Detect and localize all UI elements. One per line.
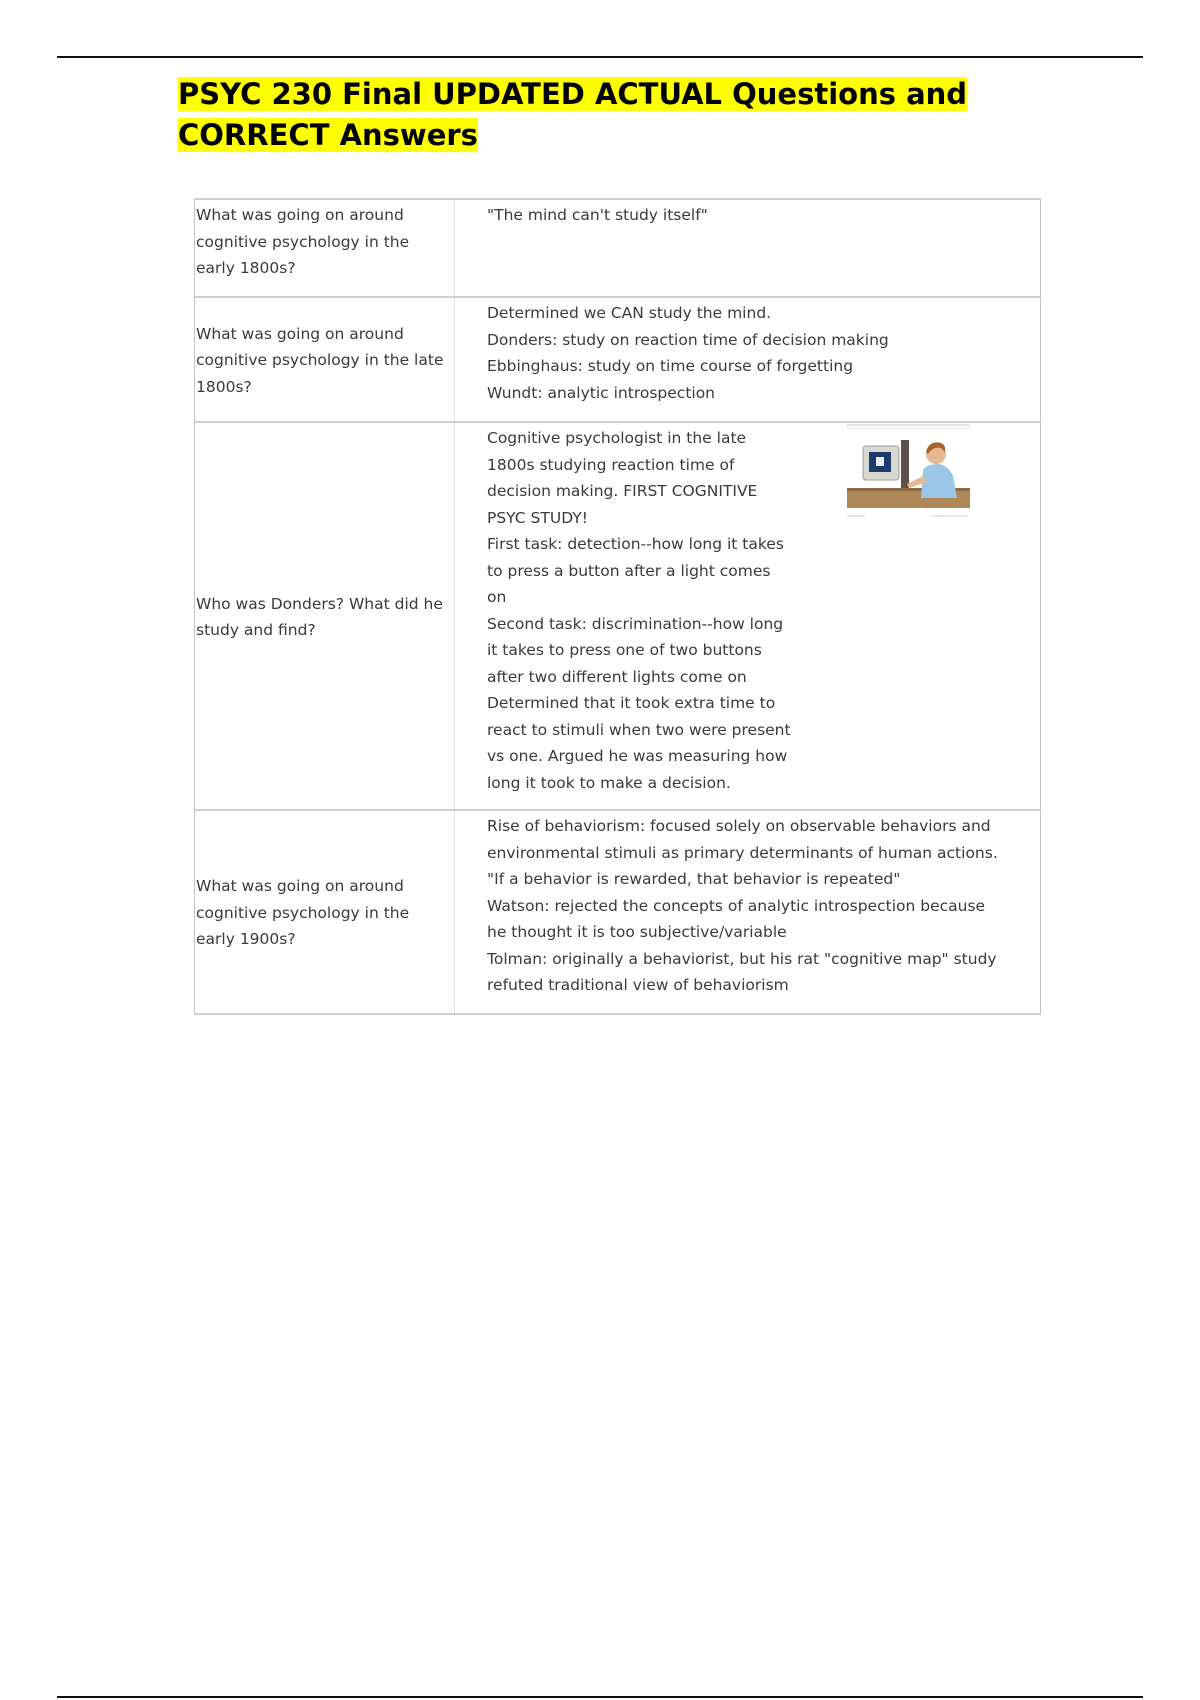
table-row bbox=[195, 422, 1041, 810]
answer-line: 1800s studying reaction time of bbox=[487, 455, 735, 474]
qa-table bbox=[194, 198, 1041, 1015]
answer-cell bbox=[455, 297, 1041, 422]
question-line: What was going on around bbox=[196, 877, 404, 896]
table-row bbox=[195, 810, 1041, 1014]
question-line: cognitive psychology in the late bbox=[196, 351, 444, 370]
question-cell bbox=[195, 422, 455, 810]
question-cell bbox=[195, 199, 455, 297]
answer-line: it takes to press one of two buttons bbox=[487, 641, 762, 659]
answer-line: after two different lights come on bbox=[487, 667, 747, 686]
reaction-time-experiment-image bbox=[847, 424, 970, 520]
page-title bbox=[178, 74, 978, 156]
question-line: What was going on around bbox=[196, 206, 404, 224]
question-cell bbox=[195, 297, 455, 422]
answer-line: First task: detection--how long it takes bbox=[487, 535, 784, 553]
answer-line: Wundt: analytic introspection bbox=[487, 383, 716, 402]
answer-line: Second task: discrimination--how long bbox=[487, 614, 784, 633]
answer-line: Donders: study on reaction time of decision making bbox=[487, 330, 889, 349]
table-row bbox=[195, 199, 1041, 297]
question-line: Who was Donders? What did he bbox=[196, 594, 443, 613]
answer-line: long it took to make a decision. bbox=[487, 773, 731, 792]
answer-line: "The mind can't study itself" bbox=[487, 206, 708, 224]
answer-line: Tolman: originally a behaviorist, but his rat "cognitive map" study bbox=[487, 949, 997, 968]
answer-line: Rise of behaviorism: focused solely on observable behaviors and bbox=[487, 817, 991, 835]
donders-answer-text bbox=[487, 425, 791, 796]
answer-line: PSYC STUDY! bbox=[487, 508, 588, 527]
answer-line: decision making. FIRST COGNITIVE bbox=[487, 482, 758, 500]
answer-line: on bbox=[487, 588, 507, 606]
answer-line: vs one. Argued he was measuring how bbox=[487, 747, 788, 765]
answer-line: Watson: rejected the concepts of analytic introspection because bbox=[487, 896, 986, 915]
answer-line: refuted traditional view of behaviorism bbox=[487, 976, 789, 994]
answer-line: react to stimuli when two were present bbox=[487, 720, 791, 739]
question-line: cognitive psychology in the bbox=[196, 232, 410, 251]
question-line: cognitive psychology in the bbox=[196, 903, 410, 922]
bottom-rule bbox=[57, 1696, 1143, 1698]
question-cell bbox=[195, 810, 455, 1014]
question-line: What was going on around bbox=[196, 324, 404, 343]
top-rule bbox=[57, 56, 1143, 58]
question-line: study and find? bbox=[196, 621, 316, 639]
answer-line: he thought it is too subjective/variable bbox=[487, 923, 787, 941]
table-row bbox=[195, 297, 1041, 422]
answer-line: Determined that it took extra time to bbox=[487, 694, 776, 712]
question-line: early 1900s? bbox=[196, 930, 296, 949]
question-line: early 1800s? bbox=[196, 259, 296, 277]
answer-line: environmental stimuli as primary determinants of human actions. bbox=[487, 843, 998, 862]
answer-line: Cognitive psychologist in the late bbox=[487, 429, 747, 447]
title-line-2: CORRECT Answers bbox=[178, 118, 478, 152]
answer-cell bbox=[455, 199, 1041, 297]
answer-line: Determined we CAN study the mind. bbox=[487, 304, 772, 322]
answer-cell bbox=[455, 422, 1041, 810]
answer-cell bbox=[455, 810, 1041, 1014]
donders-answer bbox=[487, 425, 1030, 796]
answer-line: "If a behavior is rewarded, that behavior is repeated" bbox=[487, 870, 901, 888]
title-line-1: PSYC 230 Final UPDATED ACTUAL Questions and bbox=[178, 77, 968, 111]
answer-line: Ebbinghaus: study on time course of forgetting bbox=[487, 357, 854, 375]
answer-line: to press a button after a light comes bbox=[487, 561, 771, 580]
question-line: 1800s? bbox=[196, 377, 252, 396]
